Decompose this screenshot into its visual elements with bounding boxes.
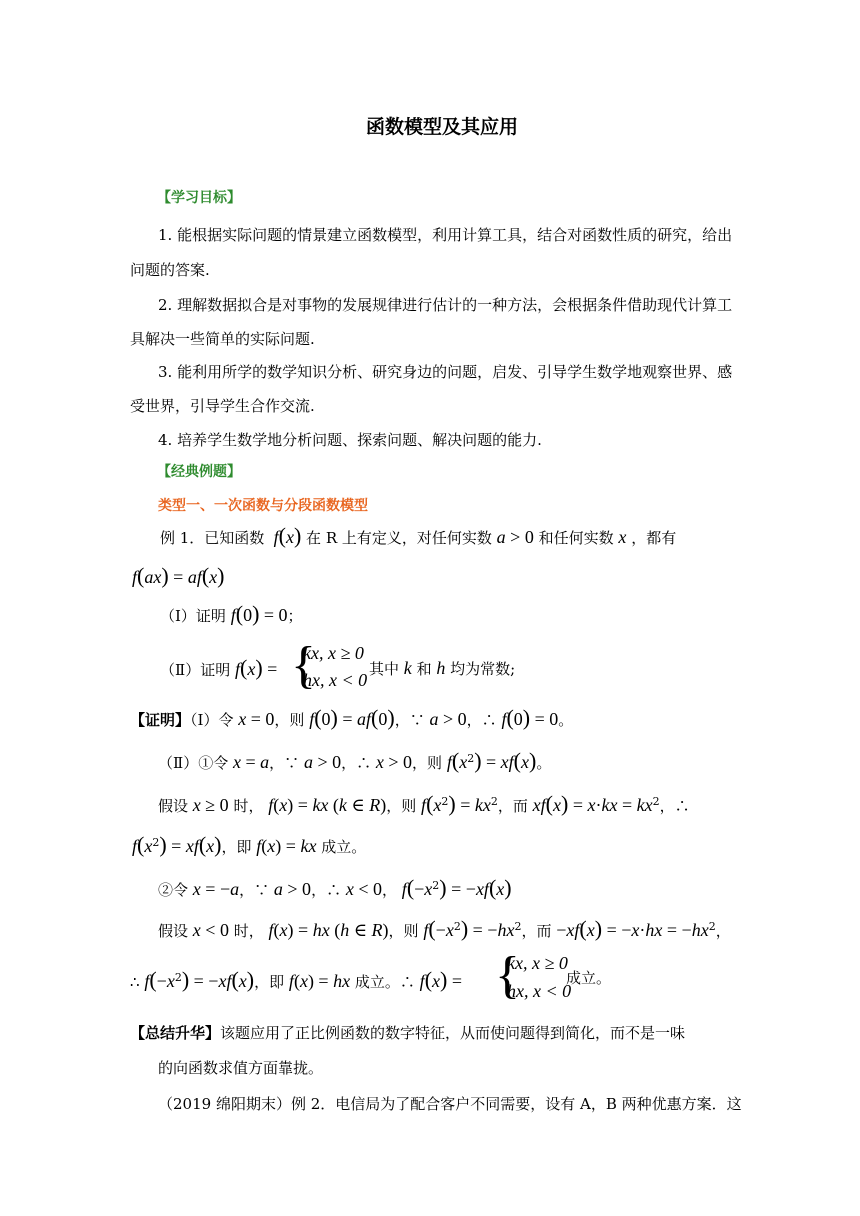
- goal-3-line-1: 3. 能利用所学的数学知识分析、研究身边的问题，启发、引导学生数学地观察世界、感: [158, 363, 733, 381]
- proof-line-1: 【证明】（Ⅰ）令 x = 0，则 f(0) = af(0)，∵ a > 0，∴ f(0) = 0。: [130, 705, 574, 730]
- case-1b: hx, x < 0: [303, 670, 368, 690]
- proof-line-7: ∴ $f(-x^2) = -xf(x)$，即 f(x) = hx 成立。∴ f(x) =: [130, 967, 462, 992]
- piecewise-brace-2: {: [495, 947, 520, 1004]
- goal-4: 4. 培养学生数学地分析问题、探索问题、解决问题的能力.: [158, 431, 542, 449]
- goal-2-line-2: 具解决一些简单的实际问题.: [130, 330, 315, 348]
- type-heading: 类型一、一次函数与分段函数模型: [158, 498, 368, 514]
- case-2b: hx, x < 0: [507, 981, 572, 1001]
- proof-line-7-end: 成立。: [566, 969, 612, 987]
- section-heading-examples: 【经典例题】: [157, 464, 241, 480]
- part-2-suffix: 其中 k 和 h 均为常数;: [369, 658, 516, 678]
- goal-2-line-1: 2. 理解数据拟合是对事物的发展规律进行估计的一种方法，会根据条件借助现代计算工: [158, 296, 733, 314]
- part-1: （Ⅰ）证明 f(0) = 0；: [160, 601, 303, 626]
- goal-1-line-1: 1. 能根据实际问题的情景建立函数模型，利用计算工具，结合对函数性质的研究，给出: [158, 226, 733, 244]
- summary-line-2: 的向函数求值方面靠拢。: [158, 1059, 324, 1077]
- proof-line-3: 假设 x ≥ 0 时， f(x) = kx (k ∈ R)，则 $f(x^2) = kx^2$，而 $xf(x) = x\cdot kx = kx^2$，∴: [158, 791, 690, 816]
- summary-line-1: 【总结升华】该题应用了正比例函数的数字特征，从而使问题得到简化，而不是一味: [130, 1024, 686, 1042]
- example-2-line: （2019 绵阳期末）例 2．电信局为了配合客户不同需要，设有 A，B 两种优惠方案．这: [158, 1095, 742, 1113]
- part-2: （Ⅱ）证明 f(x) =: [160, 655, 278, 680]
- proof-line-5: ②令 x = −a，∵ a > 0，∴ x < 0， $f(-x^2) = -xf(x)$: [158, 875, 512, 900]
- example-1-statement: 例 1．已知函数 f(x) 在 R 上有定义，对任何实数 a > 0 和任何实数 x ，都有: [160, 523, 677, 548]
- section-heading-goals: 【学习目标】: [157, 190, 241, 206]
- page-title: 函数模型及其应用: [366, 116, 519, 138]
- goal-3-line-2: 受世界，引导学生合作交流.: [130, 397, 315, 415]
- proof-line-4: $f(x^2) = xf(x)$，即 f(x) = kx 成立。: [132, 832, 367, 857]
- proof-line-6: 假设 x < 0 时， f(x) = hx (h ∈ R)，则 $f(-x^2) = -hx^2$，而 $-xf(x) = -x\cdot hx = -hx^2$，: [158, 916, 731, 941]
- piecewise-brace-1: {: [291, 637, 316, 694]
- goal-1-line-2: 问题的答案.: [130, 261, 210, 279]
- case-2a: kx, x ≥ 0: [507, 953, 568, 973]
- example-1-equation: f(ax) = af(x): [132, 563, 225, 588]
- case-1a: kx, x ≥ 0: [303, 643, 364, 663]
- proof-line-2: （Ⅱ）①令 x = a，∵ a > 0，∴ x > 0，则 $f(x^2) = xf(x)$。: [158, 748, 552, 773]
